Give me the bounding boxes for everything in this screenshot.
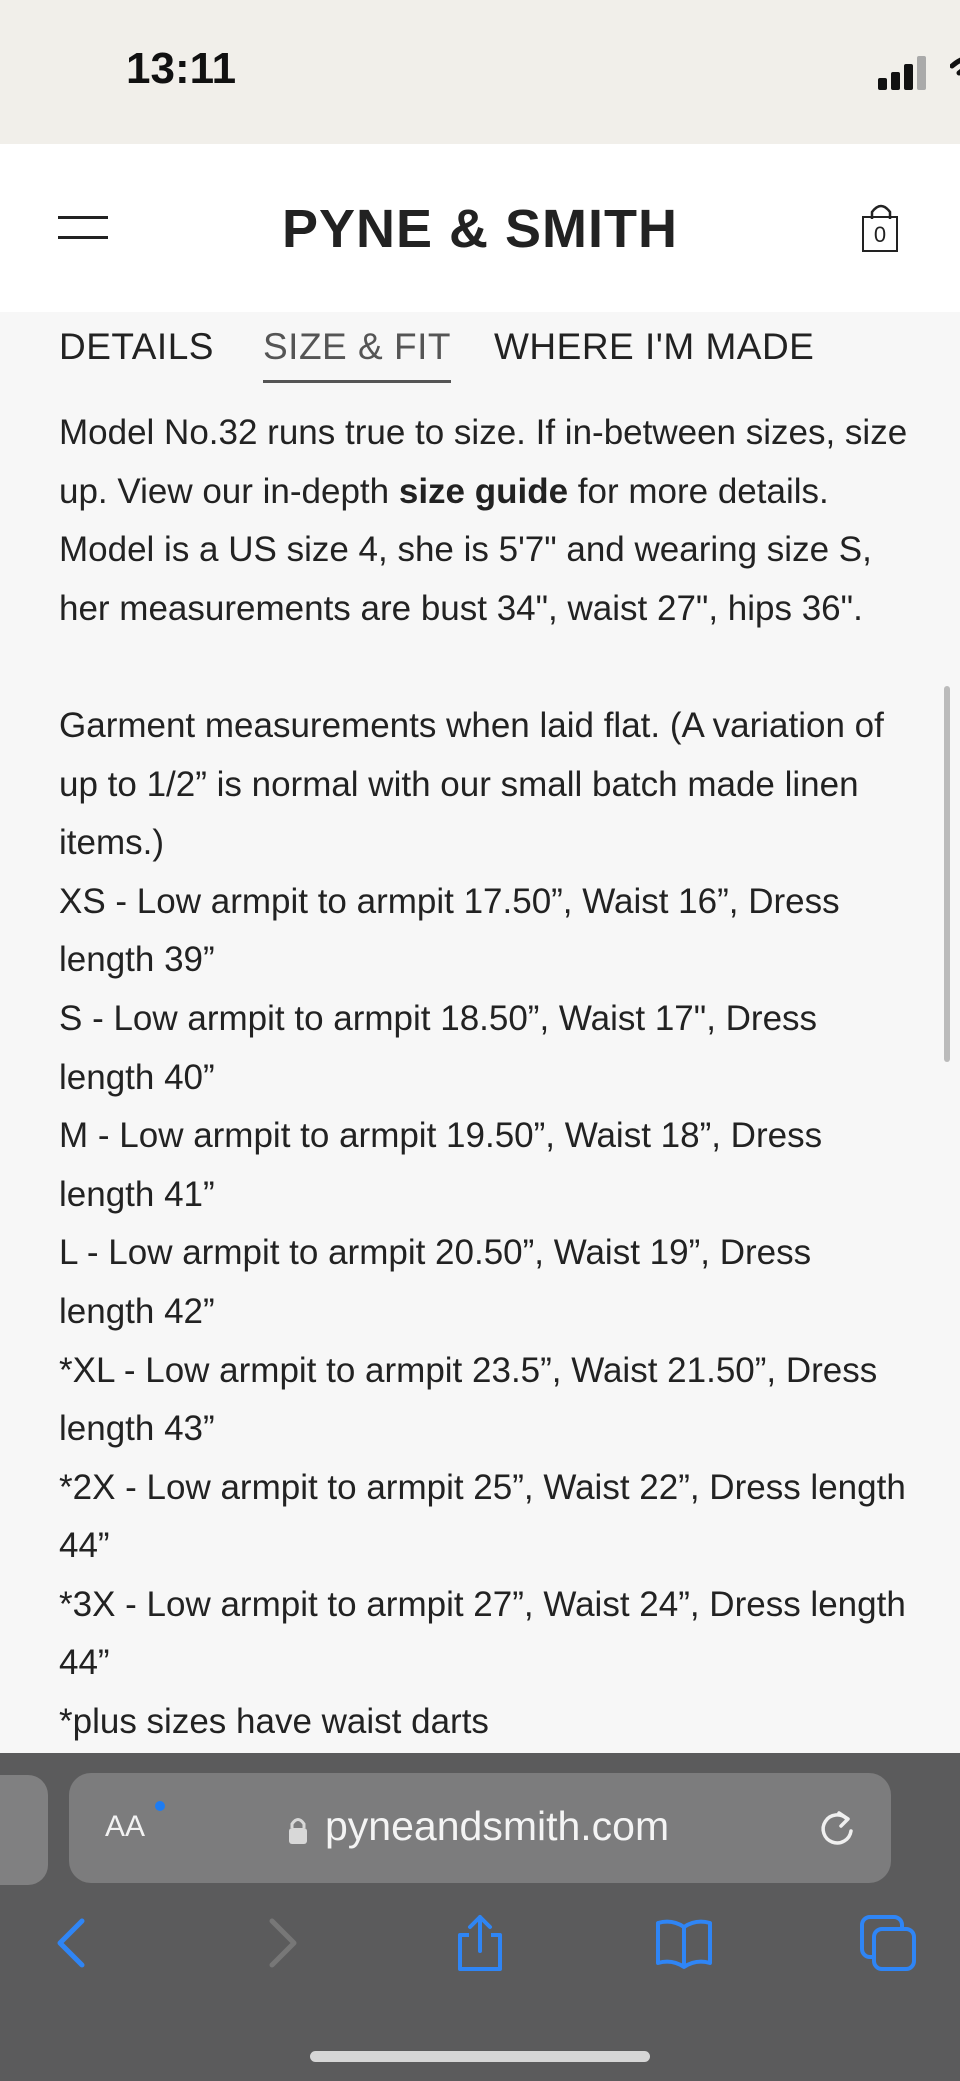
tabs-icon[interactable] xyxy=(858,1913,918,1973)
bag-count: 0 xyxy=(862,216,898,252)
reload-icon[interactable] xyxy=(817,1809,857,1849)
tab-where-im-made[interactable]: WHERE I'M MADE xyxy=(494,326,815,367)
shopping-bag-icon[interactable] xyxy=(862,204,900,254)
site-header xyxy=(0,144,960,312)
tab-size-fit[interactable]: SIZE & FIT xyxy=(263,326,451,383)
book-icon[interactable] xyxy=(654,1913,714,1973)
status-time: 13:11 xyxy=(126,44,237,93)
address-bar[interactable] xyxy=(69,1773,891,1883)
wifi-icon xyxy=(950,54,960,88)
measurement-xl: *XL - Low armpit to armpit 23.5”, Waist 21.50”, Dress length 43” xyxy=(59,1350,878,1449)
measurement-xs: XS - Low armpit to armpit 17.50”, Waist 16”, Dress length 39” xyxy=(59,881,840,980)
browser-toolbar xyxy=(0,1753,960,2081)
chevron-right-icon[interactable] xyxy=(250,1913,310,1973)
measurement-m: M - Low armpit to armpit 19.50”, Waist 18”, Dress length 41” xyxy=(59,1116,823,1214)
product-info-tabs xyxy=(0,312,960,388)
chevron-left-icon[interactable] xyxy=(44,1913,104,1973)
garment-note: Garment measurements when laid flat. (A variation of up to 1/2” is normal with our small batch made linen items.) xyxy=(59,705,884,863)
size-guide-link[interactable]: size guide xyxy=(398,471,569,511)
brand-logo[interactable]: PYNE & SMITH xyxy=(281,199,679,259)
measurement-s: S - Low armpit to armpit 18.50”, Waist 17", Dress length 40” xyxy=(59,998,818,1097)
measurement-2x: *2X - Low armpit to armpit 25”, Waist 22”, Dress length 44” xyxy=(59,1467,906,1566)
tab-details[interactable]: DETAILS xyxy=(59,326,214,367)
text-size-button[interactable]: AA xyxy=(105,1810,146,1843)
share-icon[interactable] xyxy=(450,1913,510,1973)
plus-size-footnote: *plus sizes have waist darts xyxy=(59,1702,489,1742)
size-fit-content xyxy=(59,404,909,1752)
status-bar xyxy=(0,0,960,144)
url-text[interactable]: pyneandsmith.com xyxy=(325,1803,670,1849)
model-info: Model is a US size 4, she is 5'7" and wearing size S, her measurements are bust 34", waist 27", hips 36". xyxy=(59,530,872,628)
previous-tab-preview[interactable] xyxy=(0,1775,48,1885)
measurement-3x: *3X - Low armpit to armpit 27”, Waist 24”, Dress length 44” xyxy=(59,1584,906,1683)
scrollbar-thumb[interactable] xyxy=(944,686,950,1062)
measurement-l: L - Low armpit to armpit 20.50”, Waist 19”, Dress length 42” xyxy=(59,1233,812,1331)
fit-intro: Model No.32 runs true to size. If in-between sizes, size up. View our in-depth size guide for more details. xyxy=(59,413,908,511)
lock-icon xyxy=(287,1815,309,1845)
notification-dot xyxy=(155,1801,165,1811)
home-indicator[interactable] xyxy=(310,2051,650,2062)
cellular-signal-icon xyxy=(878,54,928,90)
